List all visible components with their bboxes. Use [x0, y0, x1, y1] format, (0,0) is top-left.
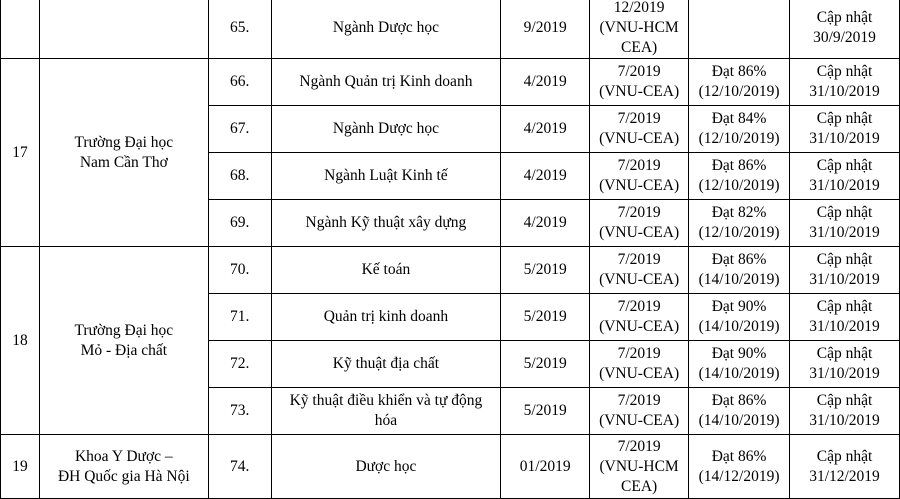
- note-date: 31/10/2019: [809, 177, 880, 194]
- result-cell: [689, 247, 790, 294]
- table-row: [1, 59, 900, 106]
- certification-org: CEA): [621, 39, 658, 56]
- evaluation-date: 5/2019: [501, 341, 590, 388]
- school-name-line: Trường Đại học: [74, 321, 174, 339]
- school-name-line: Nam Cần Thơ: [79, 153, 168, 171]
- school-name: [39, 247, 208, 435]
- note-date: 31/10/2019: [809, 83, 880, 100]
- row-index: 74.: [208, 435, 271, 499]
- certification-org: (VNU-HCM: [599, 19, 679, 36]
- note-date: 31/10/2019: [809, 318, 880, 335]
- row-index: 68.: [208, 153, 271, 200]
- school-name-line: Mỏ - Địa chất: [80, 341, 168, 359]
- program-name: Kỹ thuật địa chất: [271, 341, 501, 388]
- note-cell: [790, 341, 900, 388]
- note-label: Cập nhật: [816, 345, 873, 362]
- note-date: 31/10/2019: [809, 412, 880, 429]
- certification-date: 7/2019: [617, 437, 661, 455]
- certification-org: (VNU-CEA): [599, 412, 680, 429]
- result-date: (14/10/2019): [698, 365, 780, 382]
- note-date: 31/10/2019: [809, 224, 880, 241]
- result-score: Đạt 86%: [711, 447, 767, 465]
- row-index: 65.: [208, 0, 271, 59]
- note-label: Cập nhật: [816, 204, 873, 221]
- certification-cell: [590, 341, 689, 388]
- certification-date: 7/2019: [617, 251, 661, 268]
- result-score: Đạt 82%: [711, 204, 767, 221]
- program-name: Ngành Luật Kinh tế: [271, 153, 501, 200]
- evaluation-date: 5/2019: [501, 388, 590, 435]
- certification-date: 7/2019: [617, 63, 661, 80]
- evaluation-date: 4/2019: [501, 153, 590, 200]
- program-name-line: Kỹ thuật điều khiển và tự động: [289, 392, 483, 409]
- table-row: [1, 0, 900, 59]
- program-name: [271, 388, 501, 435]
- note-cell: [790, 247, 900, 294]
- certification-cell: [590, 247, 689, 294]
- program-name: Ngành Dược học: [271, 106, 501, 153]
- result-score: Đạt 90%: [711, 298, 767, 315]
- result-cell: [689, 294, 790, 341]
- result-cell: [689, 106, 790, 153]
- evaluation-date: 9/2019: [501, 0, 590, 59]
- certification-cell: [590, 435, 689, 499]
- row-index: 70.: [208, 247, 271, 294]
- result-score: Đạt 86%: [711, 251, 767, 268]
- evaluation-date: 4/2019: [501, 59, 590, 106]
- row-index: 66.: [208, 59, 271, 106]
- school-name-line: Trường Đại học: [74, 133, 174, 151]
- school-name: [39, 435, 208, 499]
- evaluation-date: 4/2019: [501, 200, 590, 247]
- certification-cell: [590, 0, 689, 59]
- result-cell: [689, 200, 790, 247]
- group-number: 18: [1, 247, 40, 435]
- note-cell: [790, 106, 900, 153]
- result-cell: [689, 388, 790, 435]
- result-cell: [689, 435, 790, 499]
- note-date: 31/12/2019: [809, 467, 880, 485]
- result-date: (12/10/2019): [698, 224, 780, 241]
- certification-org: (VNU-CEA): [599, 177, 680, 194]
- result-cell: [689, 153, 790, 200]
- program-name: Ngành Kỹ thuật xây dựng: [271, 200, 501, 247]
- note-date: 30/9/2019: [813, 29, 876, 46]
- note-label: Cập nhật: [816, 63, 873, 80]
- result-date: (14/10/2019): [698, 412, 780, 429]
- result-cell: [689, 0, 790, 59]
- evaluation-date: 01/2019: [501, 435, 590, 499]
- certification-cell: [590, 294, 689, 341]
- note-label: Cập nhật: [816, 110, 873, 127]
- result-date: (14/12/2019): [698, 467, 780, 485]
- note-date: 31/10/2019: [809, 130, 880, 147]
- evaluation-date: 4/2019: [501, 106, 590, 153]
- table-row: [1, 247, 900, 294]
- program-name: Ngành Quản trị Kinh doanh: [271, 59, 501, 106]
- group-number: 19: [1, 435, 40, 499]
- certification-org: (VNU-CEA): [599, 271, 680, 288]
- row-index: 72.: [208, 341, 271, 388]
- note-label: Cập nhật: [816, 392, 873, 409]
- certification-date: 7/2019: [617, 345, 661, 362]
- note-cell: [790, 388, 900, 435]
- note-label: Cập nhật: [816, 298, 873, 315]
- result-score: Đạt 90%: [711, 345, 767, 362]
- certification-org: (VNU-CEA): [599, 224, 680, 241]
- certification-date: 7/2019: [617, 157, 661, 174]
- note-label: Cập nhật: [816, 9, 873, 26]
- certification-cell: [590, 200, 689, 247]
- row-index: 71.: [208, 294, 271, 341]
- evaluation-date: 5/2019: [501, 247, 590, 294]
- certification-date: 7/2019: [617, 110, 661, 127]
- program-name: Ngành Dược học: [271, 0, 501, 59]
- certification-date: 7/2019: [617, 298, 661, 315]
- certification-org: (VNU-CEA): [599, 365, 680, 382]
- program-name: Quản trị kinh doanh: [271, 294, 501, 341]
- table-row: [1, 435, 900, 499]
- certification-cell: [590, 153, 689, 200]
- note-label: Cập nhật: [816, 447, 873, 465]
- certification-org: CEA): [621, 477, 658, 495]
- group-number-cell: [1, 0, 40, 59]
- note-cell: [790, 200, 900, 247]
- school-name-line: ĐH Quốc gia Hà Nội: [57, 467, 190, 485]
- note-date: 31/10/2019: [809, 271, 880, 288]
- certification-date: 7/2019: [617, 392, 661, 409]
- certification-org: (VNU-HCM: [599, 457, 679, 475]
- result-score: Đạt 84%: [711, 110, 767, 127]
- result-score: Đạt 86%: [711, 63, 767, 80]
- result-date: (12/10/2019): [698, 177, 780, 194]
- note-cell: [790, 0, 900, 59]
- certification-org: (VNU-CEA): [599, 318, 680, 335]
- row-index: 67.: [208, 106, 271, 153]
- school-name-cell: [39, 0, 208, 59]
- certification-org: (VNU-CEA): [599, 83, 680, 100]
- certification-cell: [590, 388, 689, 435]
- note-cell: [790, 294, 900, 341]
- row-index: 69.: [208, 200, 271, 247]
- result-date: (14/10/2019): [698, 271, 780, 288]
- note-cell: [790, 59, 900, 106]
- evaluation-date: 5/2019: [501, 294, 590, 341]
- certification-cell: [590, 106, 689, 153]
- result-date: (14/10/2019): [698, 318, 780, 335]
- school-name: [39, 59, 208, 247]
- result-date: (12/10/2019): [698, 130, 780, 147]
- program-name: Kế toán: [271, 247, 501, 294]
- result-date: (12/10/2019): [698, 83, 780, 100]
- certification-date: 7/2019: [617, 204, 661, 221]
- certification-cell: [590, 59, 689, 106]
- school-name-line: Khoa Y Dược –: [74, 447, 173, 465]
- result-cell: [689, 341, 790, 388]
- group-number: 17: [1, 59, 40, 247]
- certification-date: 12/2019: [613, 0, 665, 16]
- note-label: Cập nhật: [816, 251, 873, 268]
- result-score: Đạt 86%: [711, 392, 767, 409]
- note-cell: [790, 153, 900, 200]
- row-index: 73.: [208, 388, 271, 435]
- result-cell: [689, 59, 790, 106]
- note-label: Cập nhật: [816, 157, 873, 174]
- note-date: 31/10/2019: [809, 365, 880, 382]
- note-cell: [790, 435, 900, 499]
- program-name-line: hóa: [374, 412, 398, 429]
- program-name: Dược học: [271, 435, 501, 499]
- result-score: Đạt 86%: [711, 157, 767, 174]
- certification-org: (VNU-CEA): [599, 130, 680, 147]
